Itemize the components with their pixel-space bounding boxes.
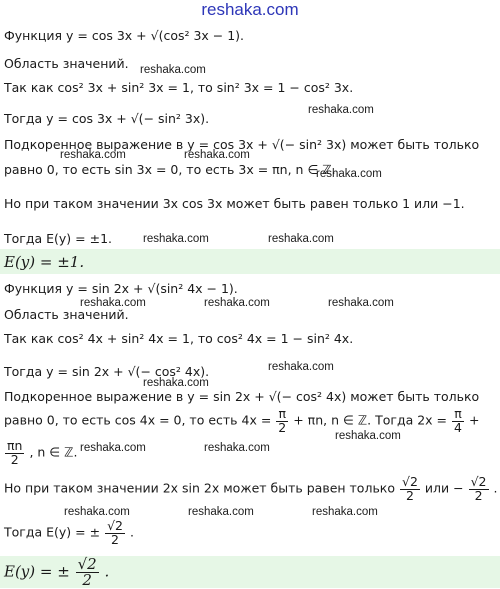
p2-identity-line: Так как cos² 4x + sin² 4x = 1, то cos² 4x = 1 − sin² 4x.: [4, 331, 354, 346]
watermark: reshaka.com: [316, 168, 382, 180]
p2-function-line: Функция y = sin 2x + √(sin² 4x − 1).: [4, 281, 238, 296]
p1-identity-line: Так как cos² 3x + sin² 3x = 1, то sin² 3x = 1 − cos² 3x.: [4, 80, 354, 95]
watermark: reshaka.com: [204, 297, 270, 309]
p2-result-frac: $\frac{√2}{2}$: [107, 518, 123, 547]
p1-answer-band: [0, 249, 500, 274]
p2-zero-frac2: $\frac{\pi}{4}$: [454, 406, 462, 435]
watermark: reshaka.com: [143, 233, 209, 245]
p1-value-line: Но при таком значении 3x cos 3x может быть равен только 1 или −1.: [4, 196, 465, 211]
watermark: reshaka.com: [60, 149, 126, 161]
watermark: reshaka.com: [80, 442, 146, 454]
p2-value-frac: $\frac{√2}{2}$: [402, 474, 418, 503]
p1-radicand-line: Подкоренное выражение в y = cos 3x + √(− sin² 3x) может быть только: [4, 137, 480, 152]
watermark: reshaka.com: [80, 297, 146, 309]
watermark: reshaka.com: [140, 64, 206, 76]
p2-answer: E(y) = ± $\frac{√2}{2}$ .: [4, 555, 110, 589]
p1-zero-line: равно 0, то есть sin 3x = 0, то есть 3x = πn, n ∈ ℤ.: [4, 162, 336, 177]
p2-value-line: Но при таком значении 2x sin 2x может быть равен только $\frac{√2}{2}$ или − $\frac{√2}{2}$ .: [4, 474, 498, 503]
p1-answer: E(y) = ±1.: [4, 253, 85, 271]
watermark: reshaka.com: [312, 506, 378, 518]
p1-function-line: Функция y = cos 3x + √(cos² 3x − 1).: [4, 28, 245, 43]
p1-result-line: Тогда E(y) = ±1.: [4, 231, 112, 246]
site-title: reshaka.com: [201, 0, 299, 19]
p1-domain-label: Область значений.: [4, 56, 129, 71]
p2-zero-frac: $\frac{\pi}{2}$: [278, 406, 287, 435]
p2-zero-line: равно 0, то есть cos 4x = 0, то есть 4x = $\frac{\pi}{2}$ + πn, n ∈ ℤ. Тогда 2x = $\frac{\pi}{4}$ +: [4, 406, 480, 435]
watermark: reshaka.com: [64, 506, 130, 518]
p2-radicand-line: Подкоренное выражение в y = sin 2x + √(− cos² 4x) может быть только: [4, 389, 480, 404]
watermark: reshaka.com: [328, 297, 394, 309]
watermark: reshaka.com: [188, 506, 254, 518]
watermark: reshaka.com: [143, 377, 209, 389]
p2-cont-frac: $\frac{\pi n}{2}$: [7, 438, 23, 467]
watermark: reshaka.com: [268, 233, 334, 245]
p2-domain-label: Область значений.: [4, 307, 129, 322]
watermark: reshaka.com: [335, 430, 401, 442]
watermark: reshaka.com: [204, 442, 270, 454]
p2-result-line: Тогда E(y) = ± $\frac{√2}{2}$ .: [4, 518, 134, 547]
p2-value-frac2: $\frac{√2}{2}$: [470, 474, 487, 503]
watermark: reshaka.com: [184, 149, 250, 161]
watermark: reshaka.com: [308, 104, 374, 116]
p2-then-line: Тогда y = sin 2x + √(− cos² 4x).: [4, 364, 210, 379]
p2-cont-line: $\frac{\pi n}{2}$ , n ∈ ℤ.: [7, 438, 78, 467]
watermark: reshaka.com: [268, 361, 334, 373]
p1-then-line: Тогда y = cos 3x + √(− sin² 3x).: [4, 111, 210, 126]
p2-answer-band: [0, 556, 500, 588]
p2-answer-frac: $\frac{√2}{2}$: [77, 555, 97, 589]
